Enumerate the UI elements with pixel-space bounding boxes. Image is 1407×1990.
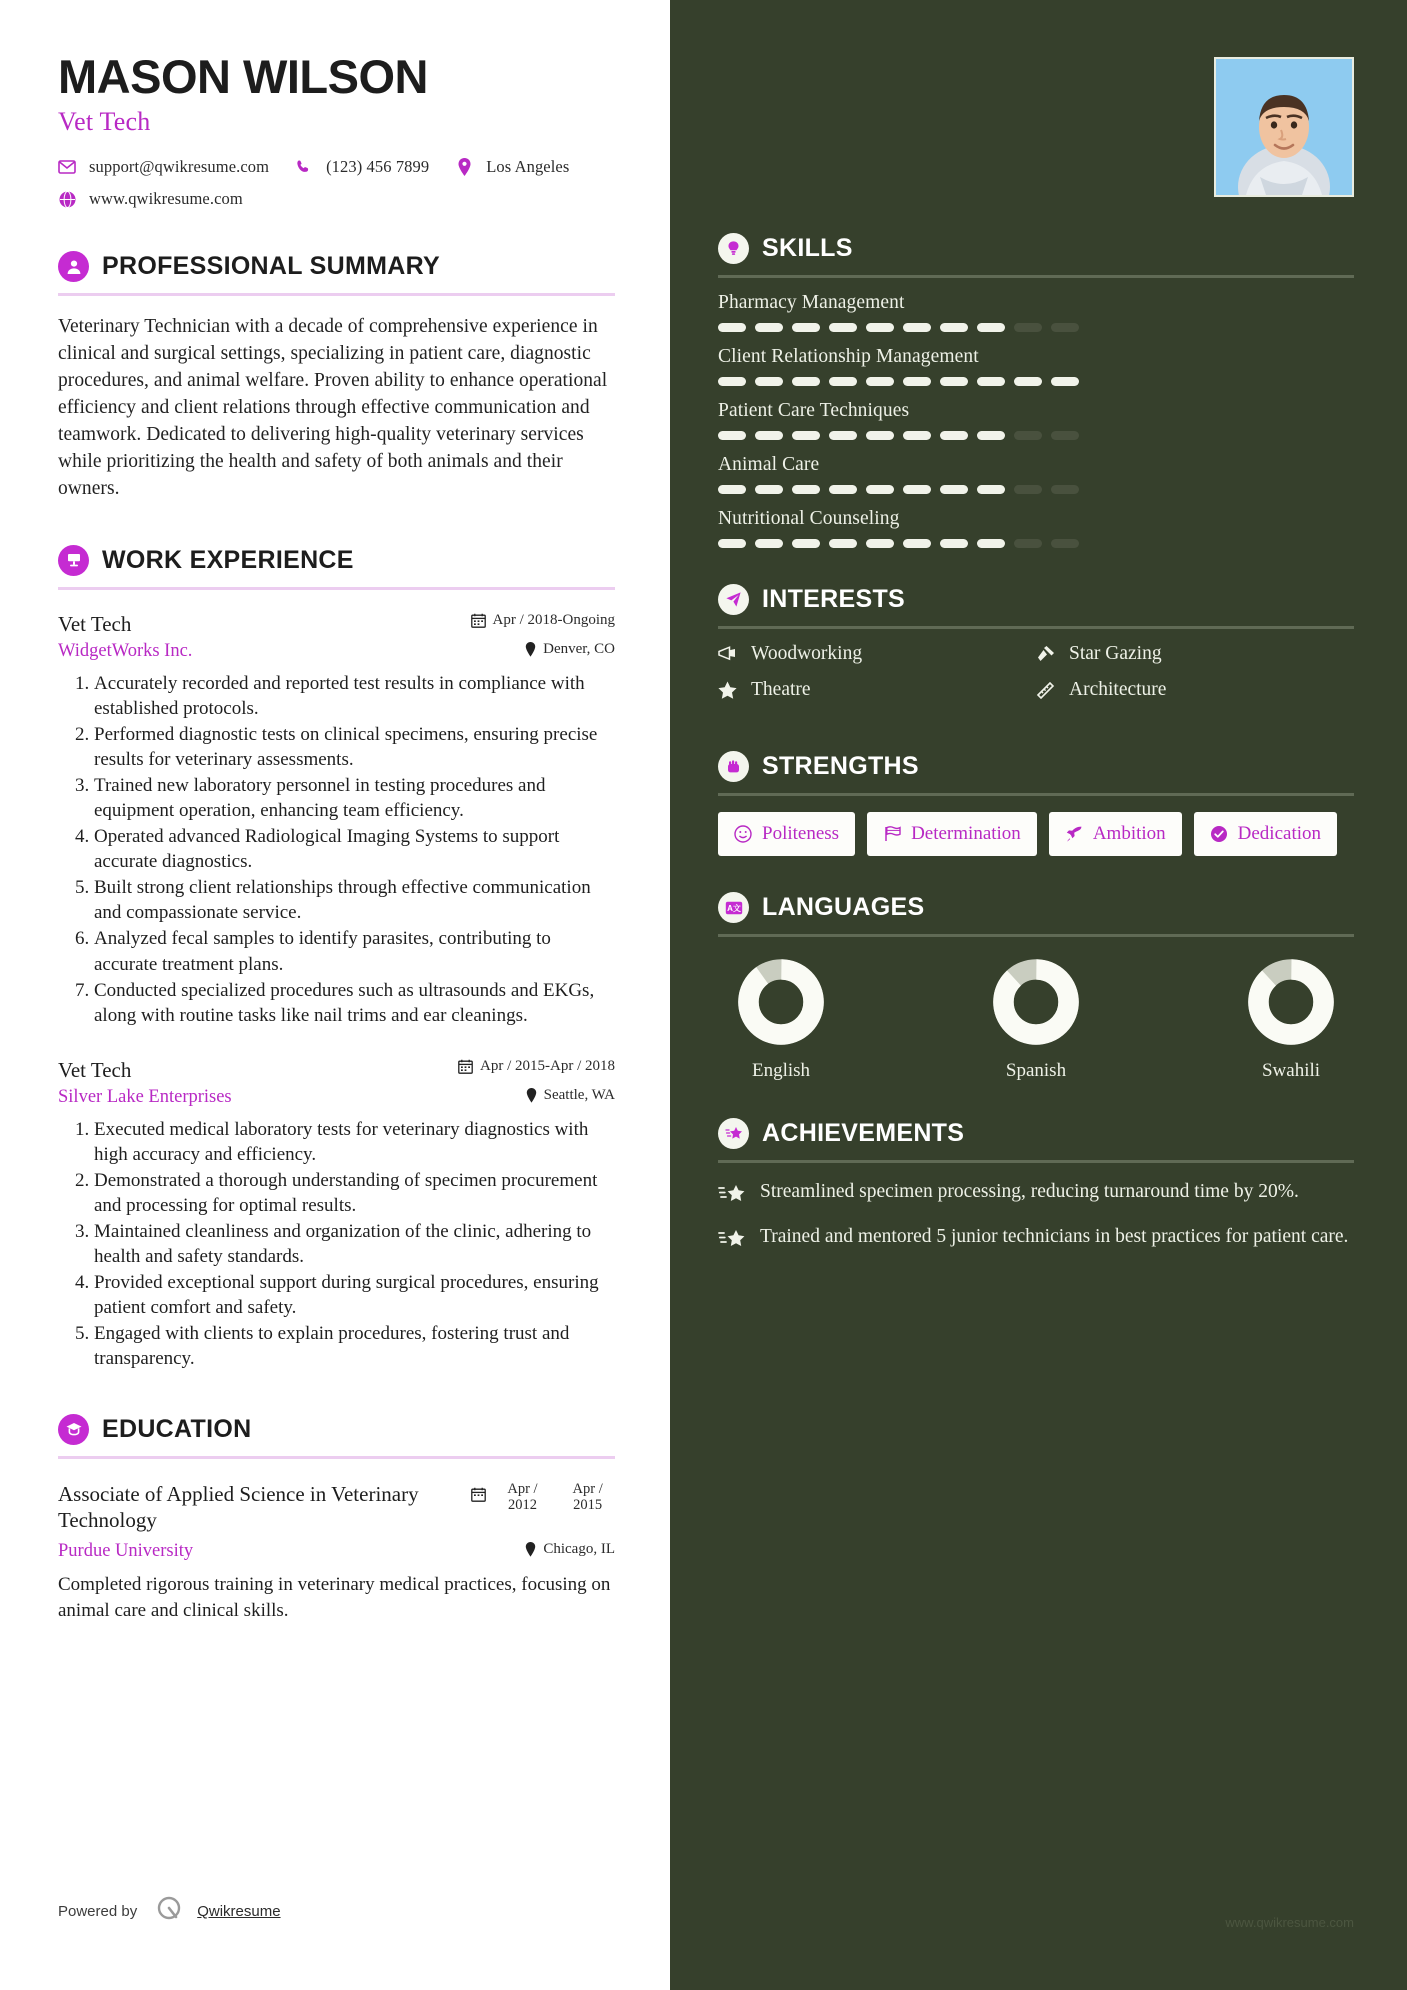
work-bullet: 5. Built strong client relationships through effective communication and compassionate service. [94,875,615,925]
skill-segment [1014,539,1042,548]
language-item [726,959,836,1082]
skill-segment [866,377,894,386]
professional-summary-text: Veterinary Technician with a decade of comprehensive experience in clinical and surgical settings, specializing in patient care, diagnostic procedures, and animal welfare. Proven ability to enhance operational efficiency and client relations through effective communication and teamwork. Dedicated to delivering high-quality veterinary services while prioritizing the health and safety of both animals and their owners. [58,316,608,499]
strengths-header [718,751,1354,782]
skill-segment [829,377,857,386]
achievement-text: Trained and mentored 5 junior technicians in best practices for patient care. [760,1226,1349,1247]
lightbulb-icon [718,233,749,264]
skill-segment [718,323,746,332]
skill-segment [755,539,783,548]
section-languages [718,892,1354,1082]
work-job-title: Vet Tech [58,1057,132,1082]
ruler-icon [1036,681,1058,699]
contact-location [455,157,569,177]
work-bullets [58,1117,615,1372]
section-divider [718,1160,1354,1163]
skills-title: SKILLS [762,234,853,262]
work-experience-header [58,545,615,576]
calendar-icon [471,1487,486,1507]
education-description: Completed rigorous training in veterinary medical practices, focusing on animal care and clinical skills. [58,1574,611,1621]
strength-item [1194,812,1337,856]
contact-block [58,157,615,209]
education-entry-sub [58,1541,615,1562]
phone-icon [295,158,313,176]
skill-segment [866,323,894,332]
skill-segment [977,485,1005,494]
skill-segment [1014,323,1042,332]
skill-item [718,346,1354,386]
skill-bar [718,377,1354,386]
strength-label: Determination [911,823,1021,844]
skill-name: Animal Care [718,454,820,475]
work-dates [458,1058,615,1075]
skill-segment [718,485,746,494]
language-label: English [751,1060,811,1081]
right-sidebar [670,0,1407,1990]
work-bullet: 4. Provided exceptional support during surgical procedures, ensuring patient comfort and safety. [94,1270,615,1320]
achievement-item [718,1179,1354,1210]
skill-segment [940,485,968,494]
skill-item [718,508,1354,548]
work-bullet: 1. Executed medical laboratory tests for veterinary diagnostics with high accuracy and efficiency. [94,1117,615,1167]
education-dates [471,1481,615,1514]
section-achievements [718,1118,1354,1255]
skill-segment [977,323,1005,332]
work-location [525,641,615,658]
flag-icon [883,825,901,843]
strength-item [1049,812,1182,856]
skill-segment [1014,431,1042,440]
skills-header [718,233,1354,264]
section-divider [58,1456,615,1459]
language-label: Swahili [1261,1060,1321,1081]
person-circle-icon [58,251,89,282]
skill-segment [903,431,931,440]
work-dates [471,612,616,629]
interest-label: Woodworking [751,643,863,664]
interest-item [1036,643,1354,665]
work-experience-title: WORK EXPERIENCE [102,545,354,574]
language-donut [1248,959,1334,1045]
star-badge-icon [718,1118,749,1149]
briefcase-icon [58,545,89,576]
star-icon [718,681,740,699]
skill-segment [1051,377,1079,386]
interest-label: Theatre [751,679,811,700]
education-location [525,1541,615,1558]
skill-segment [792,323,820,332]
check-circle-icon [1210,825,1228,843]
work-bullet: 1. Accurately recorded and reported test results in compliance with established protocols. [94,671,615,721]
skill-segment [940,539,968,548]
section-skills [718,233,1354,548]
skill-item [718,400,1354,440]
skill-segment [903,377,931,386]
skill-segment [829,539,857,548]
interest-label: Star Gazing [1069,643,1162,664]
sidebar-watermark: www.qwikresume.com [1225,1915,1354,1930]
skill-bar [718,431,1354,440]
work-location [526,1087,615,1104]
candidate-name: MASON WILSON [58,50,428,103]
skill-name: Patient Care Techniques [718,400,910,421]
fist-icon [718,751,749,782]
achievements-header [718,1118,1354,1149]
work-company: WidgetWorks Inc. [58,640,193,661]
skill-segment [1051,485,1079,494]
skill-segment [1051,539,1079,548]
work-entry-top [58,1058,615,1083]
section-work-experience [58,545,615,1372]
skill-item [718,454,1354,494]
work-location-text: Denver, CO [543,640,615,657]
work-dates-text: Apr / 2018-Ongoing [492,611,615,628]
skill-name: Client Relationship Management [718,346,979,367]
skill-segment [718,431,746,440]
skill-segment [718,539,746,548]
education-school: Purdue University [58,1541,194,1562]
education-location-text: Chicago, IL [543,1541,615,1558]
section-interests [718,584,1354,715]
achievements-list [718,1179,1354,1255]
work-bullet: 6. Analyzed fecal samples to identify parasites, contributing to accurate treatment plans. [94,926,615,976]
languages-title: LANGUAGES [762,893,925,921]
contact-email[interactable] [58,157,269,177]
skill-bar [718,323,1354,332]
strength-label: Dedication [1237,823,1322,844]
education-degree: Associate of Applied Science in Veterinary Technology [58,1481,419,1532]
candidate-job-title: Vet Tech [58,107,151,137]
work-location-text: Seattle, WA [543,1086,615,1103]
strengths-title: STRENGTHS [762,752,919,780]
skill-segment [792,539,820,548]
education-start-date: Apr / 2012 [507,1480,538,1514]
education-header [58,1414,615,1445]
languages-header [718,892,1354,923]
pin-icon [525,642,536,657]
megaphone-icon [718,646,740,662]
skill-segment [755,377,783,386]
skill-segment [1014,485,1042,494]
education-entry [58,1481,615,1624]
shooting-star-icon [718,1224,748,1255]
pin-icon [526,1088,537,1103]
skill-segment [977,539,1005,548]
work-bullet: 3. Trained new laboratory personnel in testing procedures and equipment operation, enhancing team efficiency. [94,773,615,823]
section-divider [718,626,1354,629]
skill-segment [940,323,968,332]
work-bullet: 7. Conducted specialized procedures such as ultrasounds and EKGs, along with routine tasks like nail trims and ear cleanings. [94,978,615,1028]
contact-website[interactable] [58,189,243,209]
rocket-icon [1065,825,1083,843]
contact-website-text: www.qwikresume.com [89,189,243,209]
strengths-list [718,812,1354,856]
education-entry-top [58,1481,615,1534]
skill-segment [1051,323,1079,332]
page-title [58,52,615,137]
work-entry [58,1058,615,1372]
work-company: Silver Lake Enterprises [58,1086,232,1107]
contact-phone[interactable] [295,157,429,177]
skill-segment [940,377,968,386]
language-item [1236,959,1346,1082]
globe-icon [58,190,76,208]
achievement-text: Streamlined specimen processing, reducing turnaround time by 20%. [760,1181,1299,1202]
skill-segment [718,377,746,386]
contact-phone-text: (123) 456 7899 [326,157,430,177]
paper-plane-icon [718,584,749,615]
skill-segment [866,485,894,494]
left-column [0,0,670,1990]
interests-title: INTERESTS [762,585,905,613]
svg-text:A文: A文 [726,903,741,913]
skill-segment [792,377,820,386]
skill-segment [829,431,857,440]
skill-bar [718,539,1354,548]
education-end-date: Apr / 2015 [572,1480,603,1514]
interest-item [718,643,1036,665]
interests-header [718,584,1354,615]
language-item [981,959,1091,1082]
skill-segment [755,323,783,332]
strength-label: Ambition [1092,823,1166,844]
skill-segment [829,323,857,332]
location-icon [455,158,473,176]
languages-list [718,959,1354,1082]
interests-list [718,643,1354,715]
language-donut [738,959,824,1045]
section-divider [718,275,1354,278]
professional-summary-title: PROFESSIONAL SUMMARY [102,252,440,281]
calendar-icon [458,1059,473,1074]
section-education [58,1414,615,1624]
interest-item [1036,679,1354,701]
section-divider [58,587,615,590]
work-entry [58,612,615,1028]
skill-segment [755,431,783,440]
skill-item [718,292,1354,332]
work-entry-sub [58,1087,615,1108]
pin-icon [525,1542,536,1557]
translate-icon [718,892,749,923]
skill-segment [1014,377,1042,386]
qwikresume-link[interactable]: Qwikresume [197,1903,281,1920]
work-bullet: 4. Operated advanced Radiological Imaging Systems to support accurate diagnostics. [94,824,615,874]
calendar-icon [471,613,486,628]
section-divider [718,793,1354,796]
skill-segment [829,485,857,494]
smiley-icon [734,825,752,843]
skill-name: Nutritional Counseling [718,508,900,529]
work-entry-top [58,612,615,637]
work-bullet: 2. Demonstrated a thorough understanding of specimen procurement and processing for optimal results. [94,1168,615,1218]
qwikresume-logo-icon [155,1895,183,1928]
skill-segment [903,485,931,494]
section-professional-summary [58,251,615,502]
skill-segment [792,485,820,494]
work-entry-sub [58,641,615,662]
skill-name: Pharmacy Management [718,292,905,313]
language-donut [993,959,1079,1045]
section-divider [58,293,615,296]
skill-segment [866,539,894,548]
shooting-star-icon [718,1179,748,1210]
language-label: Spanish [1005,1060,1067,1081]
avatar [1214,57,1354,197]
work-job-title: Vet Tech [58,611,132,636]
skill-segment [792,431,820,440]
skill-segment [977,377,1005,386]
skill-bar [718,485,1354,494]
footer-branding [58,1895,281,1928]
interest-label: Architecture [1069,679,1167,700]
interest-item [718,679,1036,701]
powered-by-label: Powered by [58,1903,138,1920]
section-strengths [718,751,1354,856]
work-dates-text: Apr / 2015-Apr / 2018 [480,1057,615,1074]
strength-label: Politeness [762,823,840,844]
skill-segment [1051,431,1079,440]
section-divider [718,934,1354,937]
contact-line-2 [58,189,615,209]
skill-segment [755,485,783,494]
work-bullet: 2. Performed diagnostic tests on clinical specimens, ensuring precise results for veterinary assessments. [94,722,615,772]
work-bullets [58,671,615,1028]
contact-line-1 [58,157,615,177]
email-icon [58,158,76,176]
skill-segment [977,431,1005,440]
contact-email-text: support@qwikresume.com [89,157,270,177]
work-bullet: 5. Engaged with clients to explain procedures, fostering trust and transparency. [94,1321,615,1371]
work-bullet: 3. Maintained cleanliness and organization of the clinic, adhering to health and safety standards. [94,1219,615,1269]
skill-segment [940,431,968,440]
strength-item [867,812,1037,856]
contact-location-text: Los Angeles [486,157,570,177]
hammer-icon [1036,645,1058,663]
professional-summary-header [58,251,615,282]
skill-segment [903,323,931,332]
skill-segment [903,539,931,548]
graduation-icon [58,1414,89,1445]
achievement-item [718,1224,1354,1255]
education-title: EDUCATION [102,1414,252,1443]
achievements-title: ACHIEVEMENTS [762,1119,965,1147]
strength-item [718,812,855,856]
skill-segment [866,431,894,440]
